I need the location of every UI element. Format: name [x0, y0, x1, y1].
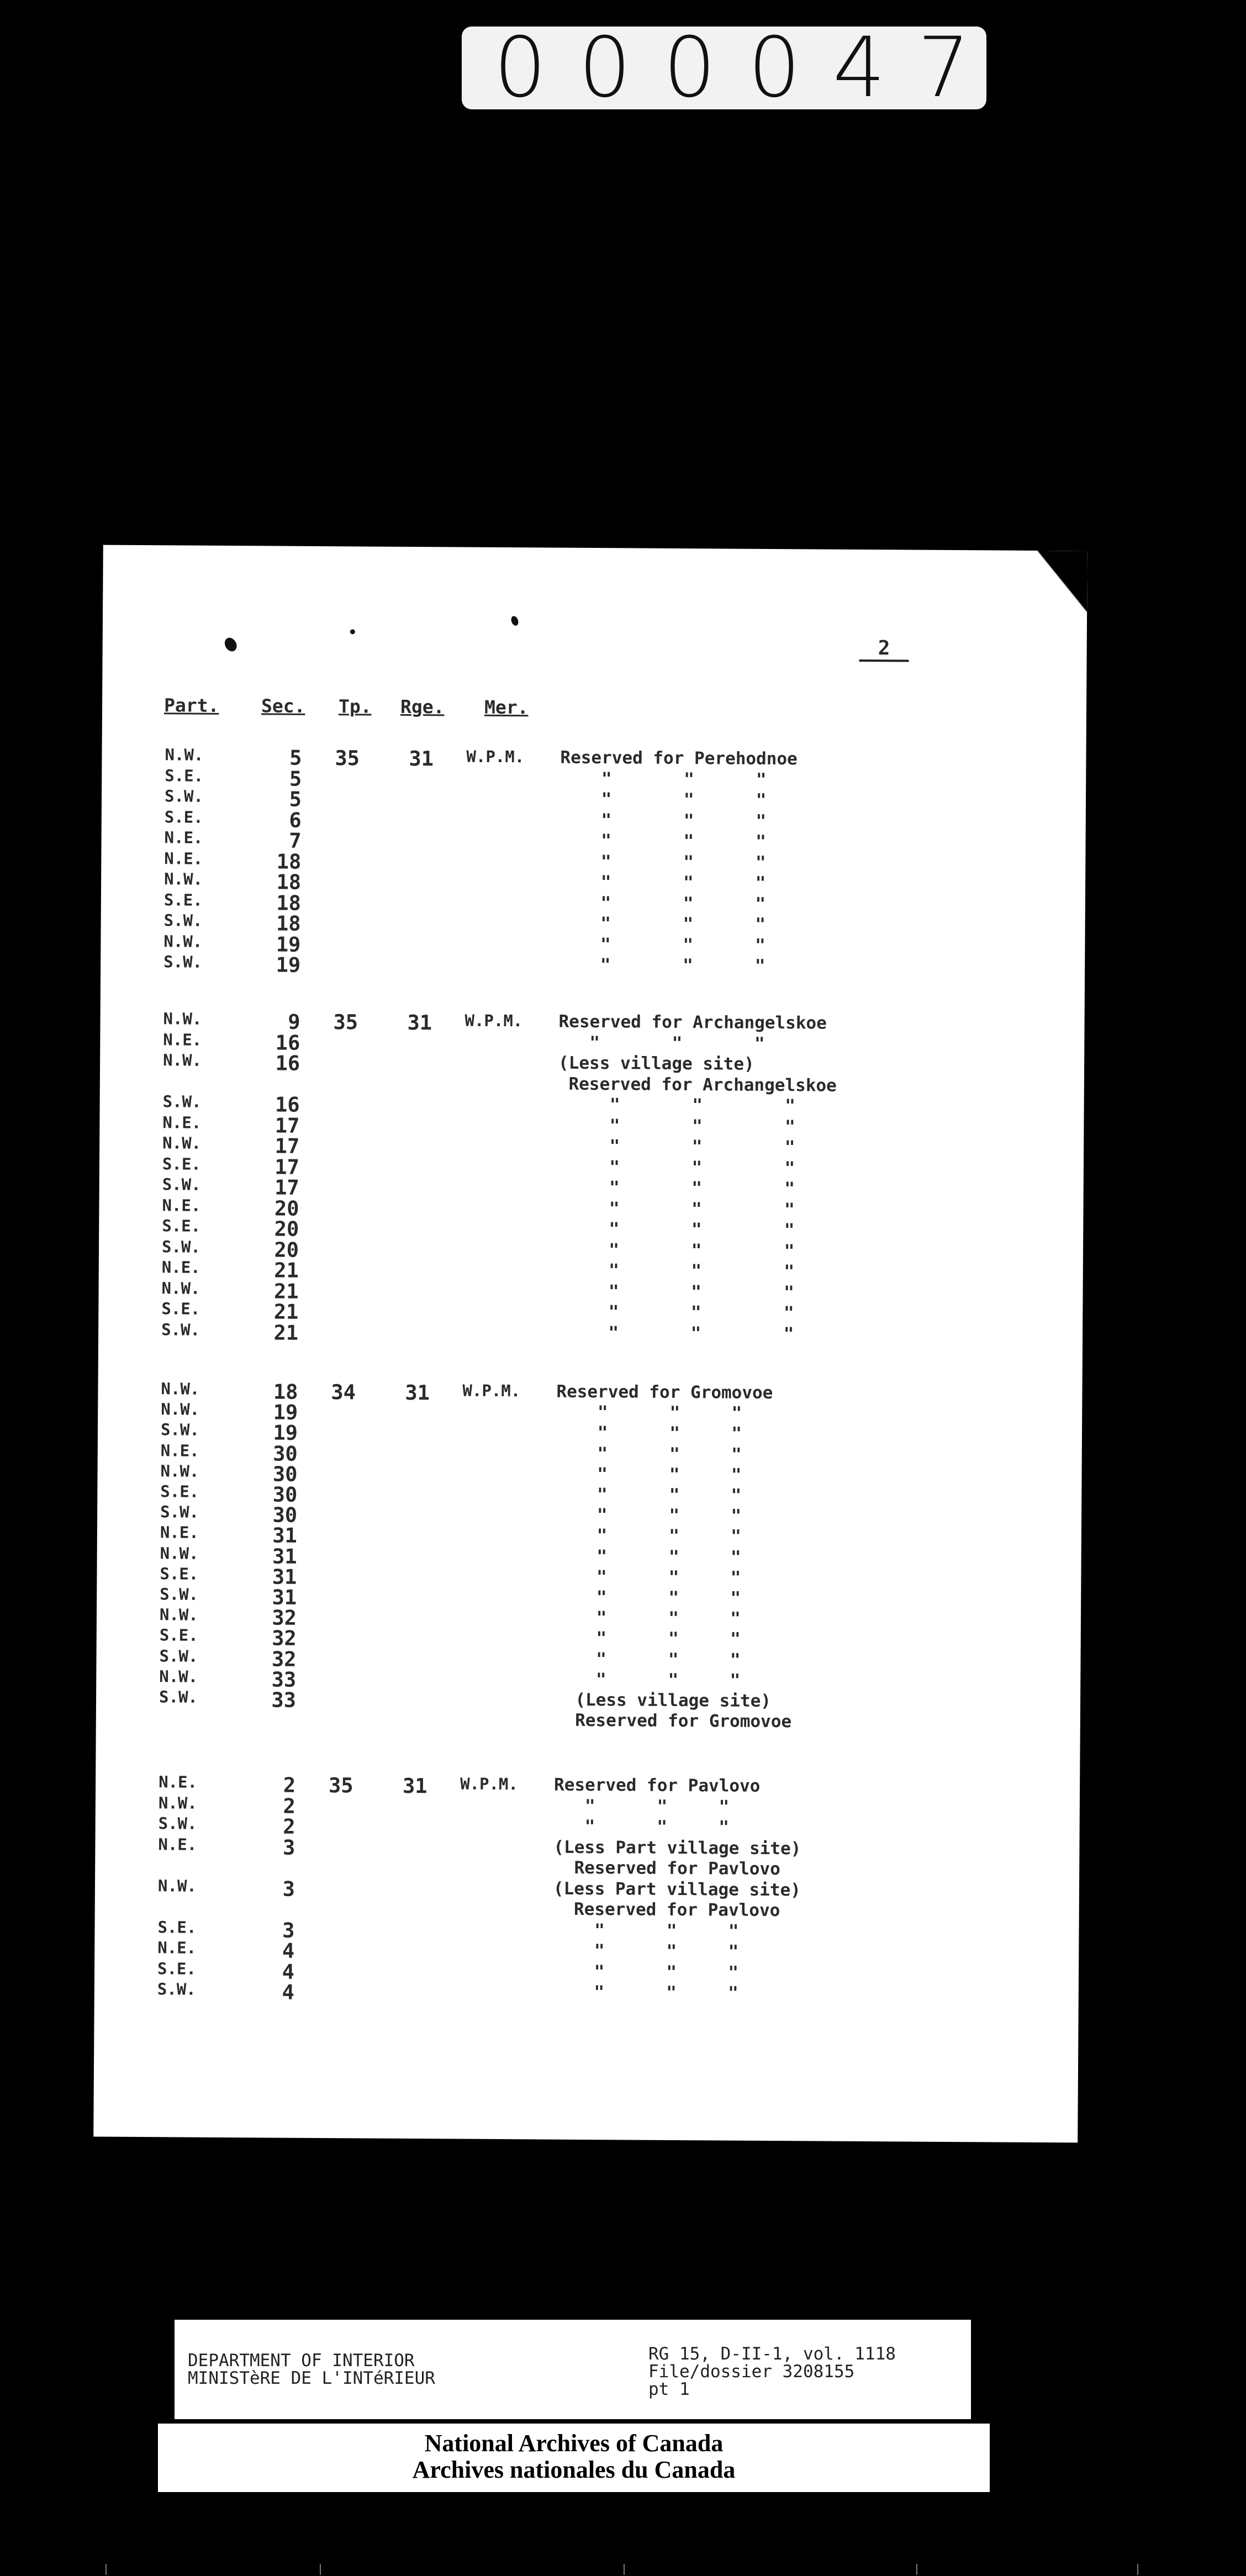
section-cell: 19	[276, 953, 301, 977]
remarks-cell: " " "	[555, 1566, 741, 1588]
range-cell: 31	[409, 746, 434, 771]
part-cell: S.E.	[162, 1154, 201, 1174]
remarks-cell: " " "	[556, 1423, 742, 1444]
section-cell: 16	[274, 1092, 300, 1117]
section-cell: 32	[272, 1606, 297, 1630]
part-cell: N.E.	[160, 1440, 199, 1460]
remarks-cell: " " "	[558, 1136, 795, 1158]
part-cell: S.W.	[160, 1502, 199, 1522]
section-cell: 16	[275, 1031, 300, 1055]
section-cell: 31	[272, 1585, 297, 1609]
remarks-cell: " " "	[558, 1032, 765, 1054]
section-cell: 16	[275, 1051, 300, 1075]
remarks-cell: " " "	[558, 1115, 795, 1137]
header-mer: Mer.	[484, 696, 529, 719]
township-cell: 35	[335, 746, 360, 770]
frame-number-plate	[462, 20, 1002, 116]
part-cell: N.E.	[158, 1834, 197, 1854]
remarks-cell: " " "	[557, 1281, 794, 1302]
section-cell: 19	[273, 1400, 298, 1424]
range-cell: 31	[405, 1380, 430, 1405]
section-cell: 32	[272, 1626, 297, 1651]
remarks-cell: " " "	[557, 1322, 794, 1344]
part-cell: S.W.	[160, 1585, 199, 1604]
reference-line-1: RG 15, D-II-1, vol. 1118	[648, 2344, 896, 2364]
remarks-cell: " " "	[556, 1464, 742, 1485]
part-cell: S.W.	[163, 952, 203, 972]
header-part: Part.	[163, 694, 219, 716]
section-cell: 17	[274, 1175, 299, 1200]
part-cell: N.W.	[163, 1009, 202, 1028]
remarks-cell: " " "	[559, 954, 765, 976]
part-cell: S.E.	[165, 766, 204, 785]
part-cell: N.E.	[164, 848, 203, 868]
part-cell: N.E.	[159, 1772, 198, 1792]
remarks-cell: " " "	[553, 1816, 730, 1838]
part-cell: N.W.	[163, 1051, 202, 1070]
section-cell: 20	[274, 1196, 299, 1221]
part-cell: S.W.	[162, 1092, 202, 1111]
part-cell: N.W.	[161, 1278, 200, 1298]
section-cell: 31	[272, 1523, 297, 1548]
remarks-cell: " " "	[557, 1218, 795, 1241]
remarks-cell: " " "	[557, 1260, 795, 1282]
remarks-cell: " " "	[552, 1961, 739, 1983]
part-cell: N.W.	[160, 1461, 199, 1481]
section-cell: 30	[273, 1442, 298, 1466]
remarks-cell: " " "	[559, 872, 766, 893]
page-number: 2	[859, 637, 909, 662]
archives-banner	[158, 2424, 990, 2492]
remarks-cell: " " "	[555, 1587, 741, 1608]
reference-line-2: File/dossier 3208155	[648, 2362, 855, 2382]
remarks-cell: Reserved for Perehodnoe	[560, 747, 798, 769]
section-cell: 18	[276, 870, 302, 894]
part-cell: N.E.	[162, 1195, 201, 1215]
part-cell: S.W.	[158, 1814, 197, 1833]
township-cell: 35	[333, 1010, 358, 1034]
header-tp: Tp.	[338, 695, 372, 717]
section-cell: 21	[274, 1258, 299, 1282]
part-cell: S.W.	[159, 1687, 198, 1707]
remarks-cell: " " "	[556, 1402, 742, 1423]
remarks-cell: " " "	[555, 1649, 741, 1670]
ink-speck	[510, 615, 519, 627]
ink-speck	[223, 636, 239, 653]
part-cell: N.W.	[162, 1133, 202, 1153]
part-cell: S.E.	[160, 1564, 199, 1583]
remarks-cell: " " "	[555, 1505, 742, 1526]
section-cell: 32	[271, 1647, 297, 1671]
part-cell: S.W.	[164, 786, 203, 806]
remarks-cell: " " "	[556, 1484, 742, 1506]
archive-info-slip	[175, 2320, 971, 2419]
remarks-cell: " " "	[560, 768, 767, 790]
remarks-cell: " " "	[559, 893, 766, 914]
section-cell: 30	[272, 1482, 298, 1507]
section-cell: 30	[272, 1462, 298, 1486]
section-cell: 5	[289, 767, 302, 791]
remarks-cell: " " "	[557, 1301, 794, 1323]
reference-line-3: pt 1	[648, 2379, 690, 2399]
part-cell: N.E.	[157, 1938, 197, 1957]
part-cell: N.W.	[157, 1876, 197, 1896]
part-cell: N.W.	[164, 869, 203, 889]
section-cell: 21	[273, 1320, 299, 1345]
part-cell: S.E.	[159, 1625, 198, 1645]
remarks-cell: Reserved for Pavlovo	[553, 1857, 780, 1880]
remarks-cell: " " "	[557, 1177, 795, 1199]
remarks-cell: " " "	[553, 1920, 739, 1941]
frame-number: 000047	[494, 20, 1002, 116]
archive-reference	[648, 2345, 896, 2398]
section-cell: 31	[272, 1544, 297, 1569]
section-cell: 9	[288, 1010, 300, 1034]
department-en: DEPARTMENT OF INTERIOR	[188, 2351, 415, 2371]
section-cell: 21	[273, 1300, 299, 1324]
remarks-cell: Reserved for Pavlovo	[554, 1775, 761, 1796]
part-cell: N.E.	[161, 1258, 200, 1277]
section-cell: 18	[276, 911, 301, 936]
section-cell: 31	[272, 1565, 297, 1589]
part-cell: N.E.	[162, 1112, 202, 1132]
section-cell: 3	[282, 1877, 295, 1901]
header-sec: Sec.	[261, 695, 305, 717]
part-cell: N.W.	[158, 1793, 197, 1813]
section-cell: 2	[283, 1794, 296, 1818]
remarks-cell: Reserved for Gromovoe	[554, 1710, 792, 1732]
range-cell: 31	[402, 1773, 427, 1798]
section-cell: 18	[276, 891, 301, 915]
remarks-cell: " " "	[557, 1198, 795, 1220]
archives-name-en: National Archives of Canada	[424, 2430, 724, 2457]
section-cell: 19	[273, 1421, 298, 1445]
archives-name-fr: Archives nationales du Canada	[412, 2456, 736, 2483]
part-cell: S.E.	[164, 807, 203, 827]
remarks-cell: " " "	[559, 810, 767, 831]
part-cell: S.W.	[160, 1420, 199, 1440]
part-cell: N.E.	[160, 1523, 199, 1543]
remarks-cell: " " "	[559, 789, 767, 810]
township-cell: 34	[331, 1380, 356, 1405]
department-fr: MINISTèRE DE L'INTéRIEUR	[188, 2368, 435, 2388]
remarks-cell: " " "	[557, 1157, 795, 1178]
part-cell: N.W.	[163, 931, 203, 951]
page-corner-fold	[1004, 551, 1087, 617]
section-cell: 3	[282, 1918, 295, 1942]
part-cell: N.W.	[159, 1605, 198, 1624]
part-cell: S.E.	[162, 1216, 201, 1236]
meridian-cell: W.P.M.	[464, 1011, 523, 1031]
township-cell: 35	[328, 1773, 353, 1798]
remarks-cell: Reserved for Archangelskoe	[558, 1074, 837, 1096]
remarks-cell: Reserved for Archangelskoe	[558, 1011, 827, 1033]
document-page	[93, 545, 1087, 2143]
remarks-cell: (Less village site)	[558, 1053, 754, 1074]
section-cell: 6	[289, 808, 302, 832]
remarks-cell: " " "	[555, 1628, 741, 1650]
table-header	[102, 694, 1086, 719]
remarks-cell: " " "	[553, 1796, 730, 1817]
remarks-cell: (Less village site)	[554, 1690, 772, 1712]
part-cell: S.E.	[161, 1299, 200, 1318]
section-cell: 20	[274, 1237, 299, 1262]
remarks-cell: " " "	[555, 1669, 741, 1691]
range-cell: 31	[407, 1010, 432, 1035]
section-cell: 33	[271, 1667, 297, 1692]
remarks-cell: (Less Part village site)	[553, 1878, 801, 1900]
department-labels	[188, 2352, 435, 2387]
section-cell: 17	[274, 1155, 300, 1179]
section-cell: 33	[271, 1688, 297, 1712]
section-cell: 18	[276, 849, 302, 874]
part-cell: N.E.	[163, 1030, 202, 1049]
remarks-cell: " " "	[559, 934, 765, 956]
section-cell: 18	[273, 1380, 298, 1404]
part-cell: S.W.	[163, 911, 203, 930]
part-cell: S.W.	[159, 1646, 198, 1666]
remarks-cell: " " "	[557, 1239, 795, 1261]
film-edge-marks	[0, 2561, 1246, 2576]
part-cell: S.W.	[161, 1319, 200, 1339]
section-cell: 7	[289, 828, 302, 853]
section-cell: 17	[274, 1113, 300, 1138]
part-cell: N.W.	[161, 1379, 200, 1398]
remarks-cell: " " "	[555, 1607, 741, 1629]
section-cell: 2	[283, 1814, 295, 1839]
meridian-cell: W.P.M.	[460, 1774, 518, 1794]
remarks-cell: " " "	[555, 1525, 741, 1547]
part-cell: N.W.	[161, 1400, 200, 1419]
remarks-cell: (Less Part village site)	[553, 1837, 801, 1859]
part-cell: N.E.	[164, 828, 203, 847]
remarks-cell: Reserved for Gromovoe	[556, 1381, 773, 1403]
section-cell: 19	[276, 932, 301, 957]
section-cell: 3	[283, 1835, 295, 1860]
part-cell: S.W.	[161, 1237, 201, 1257]
part-cell: N.W.	[165, 745, 204, 764]
part-cell: S.E.	[163, 890, 203, 910]
part-cell: S.E.	[157, 1917, 197, 1937]
section-cell: 5	[289, 787, 302, 811]
header-rge: Rge.	[400, 695, 445, 718]
remarks-cell: " " "	[559, 830, 766, 852]
section-cell: 17	[274, 1134, 300, 1158]
part-cell: N.W.	[159, 1667, 198, 1686]
section-cell: 30	[272, 1503, 298, 1527]
remarks-cell: " " "	[555, 1546, 741, 1567]
remarks-cell: " " "	[559, 851, 766, 873]
section-cell: 4	[282, 1960, 295, 1984]
part-cell: N.W.	[160, 1543, 199, 1563]
remarks-cell: " " "	[553, 1940, 739, 1962]
section-cell: 2	[283, 1773, 296, 1797]
part-cell: S.W.	[157, 1979, 196, 1999]
section-cell: 20	[274, 1217, 299, 1241]
meridian-cell: W.P.M.	[462, 1381, 521, 1401]
section-cell: 4	[282, 1980, 294, 2004]
part-cell: S.E.	[157, 1959, 197, 1978]
part-cell: S.E.	[160, 1482, 199, 1501]
remarks-cell: " " "	[559, 913, 766, 935]
ink-speck	[350, 629, 355, 634]
section-cell: 21	[273, 1279, 299, 1303]
remarks-cell: Reserved for Pavlovo	[553, 1899, 780, 1921]
meridian-cell: W.P.M.	[466, 747, 525, 767]
remarks-cell: " " "	[558, 1094, 796, 1116]
part-cell: S.W.	[162, 1175, 201, 1194]
remarks-cell: " " "	[556, 1443, 742, 1465]
remarks-cell: " " "	[552, 1982, 738, 2003]
section-cell: 4	[282, 1939, 295, 1963]
section-cell: 5	[289, 746, 302, 770]
